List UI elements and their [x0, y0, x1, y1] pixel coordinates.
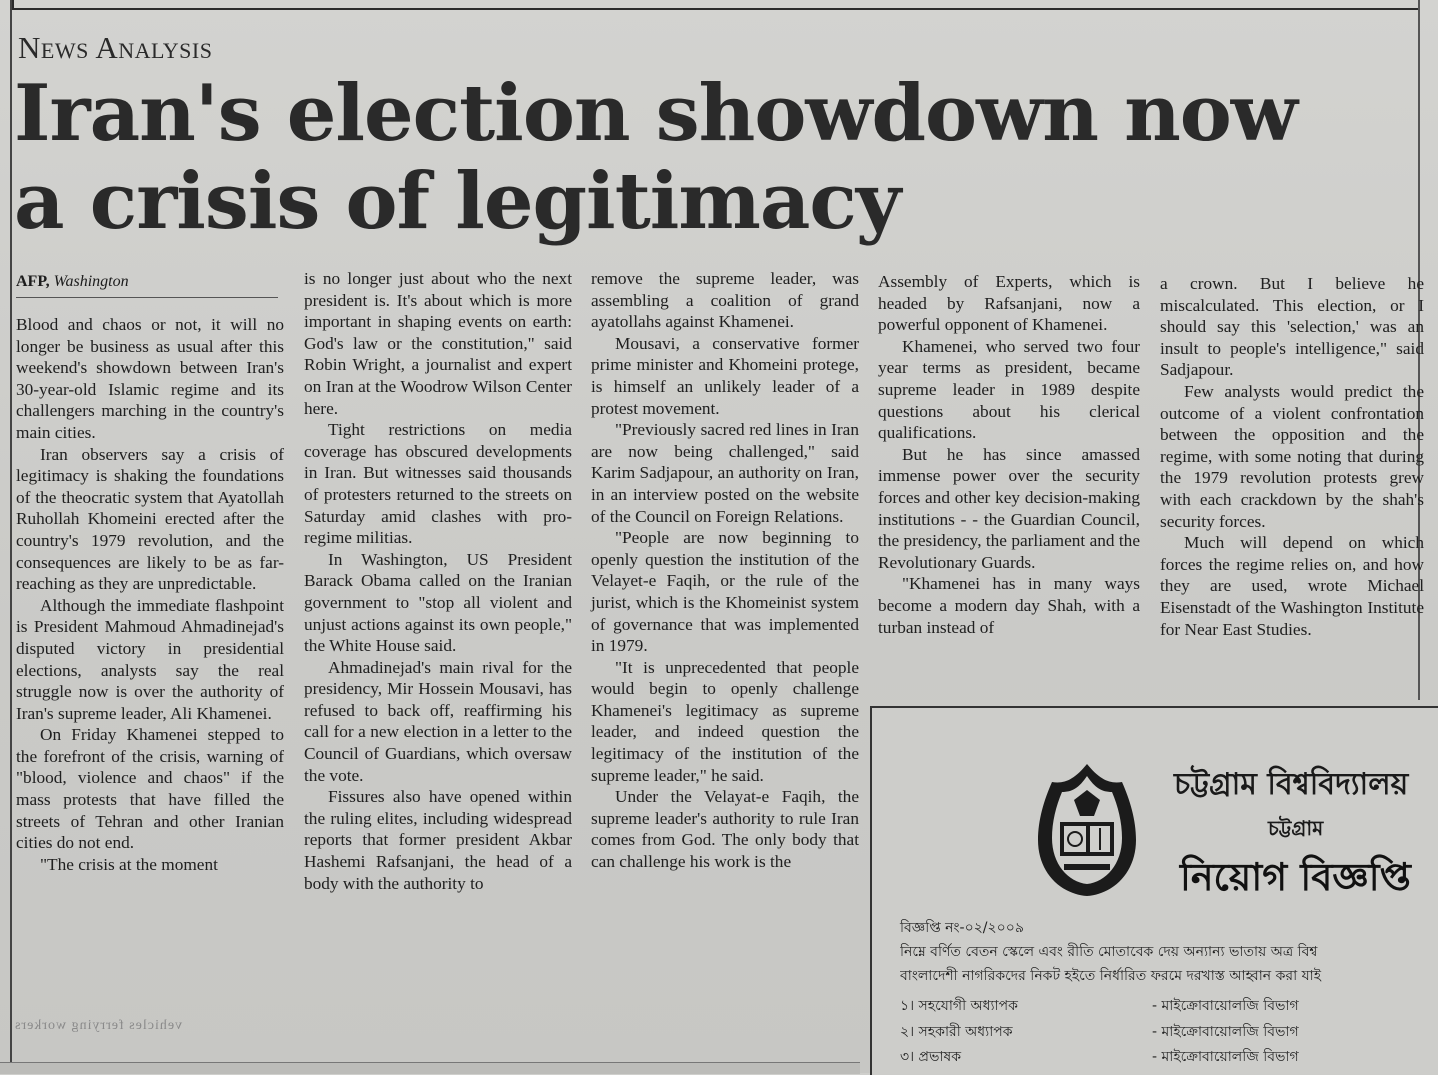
byline-place: Washington — [53, 273, 129, 290]
university-city: চট্টগ্রাম — [1268, 816, 1324, 840]
show-through-text: vehicles ferrying workers — [14, 1018, 183, 1033]
top-border-rule — [12, 0, 1420, 10]
notice-body — [900, 940, 1432, 988]
article-byline — [16, 273, 129, 291]
post-row — [900, 1045, 1430, 1067]
paragraph: On Friday Khamenei stepped to the forefront of the crisis, warning of "blood, violence and chaos" if the mass protests that have filled the streets of Tehran and other Iranian cities do not end. — [16, 725, 284, 853]
post-department: - মাইক্রোবায়োলজি বিভাগ — [1152, 998, 1299, 1014]
headline-line-2: a crisis of legitimacy — [14, 156, 901, 247]
byline-agency: AFP, — [16, 273, 50, 290]
post-title: ১। সহযোগী অধ্যাপক — [900, 998, 1018, 1014]
notice-title: নিয়োগ বিজ্ঞপ্তি — [1180, 855, 1411, 899]
paragraph: Khamenei, who served two four year terms as president, became supreme leader in 1989 despite questions about his clerical qualifications. — [878, 336, 1140, 443]
paragraph: "Khamenei has in many ways become a modern day Shah, with a turban instead of — [878, 574, 1140, 637]
paragraph: Tight restrictions on media coverage has obscured developments in Iran. But witnesses said thousands of protesters returned to the streets on Saturday amid clashes with pro-regime militias. — [304, 420, 572, 548]
headline-line-1: Iran's election showdown now — [14, 68, 1297, 159]
post-department: - মাইক্রোবায়োলজি বিভাগ — [1152, 1024, 1299, 1040]
notice-number: বিজ্ঞপ্তি নং-০২/২০০৯ — [900, 920, 1024, 936]
paragraph: Under the Velayat-e Faqih, the supreme leader's authority to rule Iran comes from God. The only body that can challenge his work is the — [591, 787, 859, 872]
paragraph: Much will depend on which forces the regime relies on, and how they are used, wrote Michael Eisenstadt of the Washington Institute for Near East Studies. — [1160, 533, 1424, 639]
paragraph: is no longer just about who the next president is. It's about which is more important in shaping events on earth: God's law or the constitution," said Robin Wright, a journalist and expert on Iran at the Woodrow Wilson Center here. — [304, 269, 572, 418]
paragraph: Few analysts would predict the outcome of a violent confrontation between the opposition and the regime, with some noting that during the 1979 revolution protests grew with each crackdown by the shah's security forces. — [1160, 381, 1424, 531]
post-row — [900, 1020, 1430, 1042]
university-name: চট্টগ্রাম বিশ্ববিদ্যালয় — [1174, 767, 1409, 802]
article-column-2 — [304, 268, 572, 894]
paragraph: a crown. But I believe he miscalculated. This election, or I should say this 'selection,' was an insult to people's intelligence," said Sadjapour. — [1160, 274, 1424, 380]
paragraph: Assembly of Experts, which is headed by Rafsanjani, now a powerful opponent of Khamenei. — [878, 272, 1140, 335]
paragraph: Fissures also have opened within the ruling elites, including widespread reports that former president Akbar Hashemi Rafsanjani, the head of a body with the authority to — [304, 787, 572, 893]
byline-rule — [16, 297, 278, 298]
paragraph: Ahmadinejad's main rival for the presidency, Mir Hossein Mousavi, has refused to back off, reaffirming his call for a new election in a letter to the Council of Guardians, which oversaw the vote. — [304, 657, 572, 785]
paragraph: "Previously sacred red lines in Iran are now being challenged," said Karim Sadjapour, an authority on Iran, in an interview posted on the website of the Council on Foreign Relations. — [591, 420, 859, 526]
paragraph: Although the immediate flashpoint is President Mahmoud Ahmadinejad's disputed victory in presidential elections, analysts say the real struggle now is over the authority of Iran's supreme leader, Ali Khamenei. — [16, 595, 284, 723]
paragraph: "The crisis at the moment — [40, 854, 218, 874]
notice-body-line: বাংলাদেশী নাগরিকদের নিকট হইতে নির্ধারিত ফরমে দরখাস্ত আহ্বান করা যাই — [900, 968, 1321, 984]
paragraph: But he has since amassed immense power over the security forces and other key decision-making institutions - - the Guardian Council, the presidency, the parliament and the Revolutionary Guards. — [878, 444, 1140, 572]
paragraph: remove the supreme leader, was assembling a coalition of grand ayatollahs against Khamenei. — [591, 269, 859, 332]
section-kicker: News Analysis — [18, 30, 213, 65]
paragraph: In Washington, US President Barack Obama called on the Iranian government to "stop all violent and unjust actions against its own people," the White House said. — [304, 549, 572, 656]
article-column-1 — [16, 314, 284, 875]
article-column-4 — [878, 271, 1140, 638]
article-headline — [14, 70, 1297, 246]
university-seal-icon — [1034, 760, 1140, 900]
post-title: ২। সহকারী অধ্যাপক — [900, 1024, 1013, 1040]
left-column-rule — [10, 0, 12, 1073]
post-department: - মাইক্রোবায়োলজি বিভাগ — [1152, 1049, 1299, 1065]
paragraph: "It is unprecedented that people would begin to openly challenge Khamenei's legitimacy as supreme leader, and indeed question the legitimacy of the institution of the supreme leader," he said. — [591, 657, 859, 785]
article-column-5 — [1160, 273, 1424, 640]
notice-body-line: নিম্নে বর্ণিত বেতন স্কেলে এবং রীতি মোতাবেক দেয় অন্যান্য ভাতায় অত্র বিশ্ব — [900, 944, 1318, 960]
paragraph: "People are now beginning to openly question the institution of the Velayet-e Faqih, or the rule of the jurist, which is the Khomeinist system of governance that was implemented in 1979. — [591, 528, 859, 656]
post-title: ৩। প্রভাষক — [900, 1049, 962, 1065]
paragraph: Blood and chaos or not, it will no longer be business as usual after this weekend's showdown between Iran's 30-year-old Islamic regime and its challengers marching in the country's main cities. — [16, 315, 284, 442]
article-column-3 — [591, 268, 859, 873]
paragraph: Iran observers say a crisis of legitimacy is shaking the foundations of the theocratic system that Ayatollah Ruhollah Khomeini erected after the country's 1979 revolution, and the consequences are likely to be as far-reaching as they are unpredictable. — [16, 444, 284, 594]
paragraph: Mousavi, a conservative former prime minister and Khomeini protege, is himself an unlikely leader of a protest movement. — [591, 333, 859, 418]
next-article-edge — [0, 1062, 860, 1074]
post-row — [900, 994, 1430, 1016]
